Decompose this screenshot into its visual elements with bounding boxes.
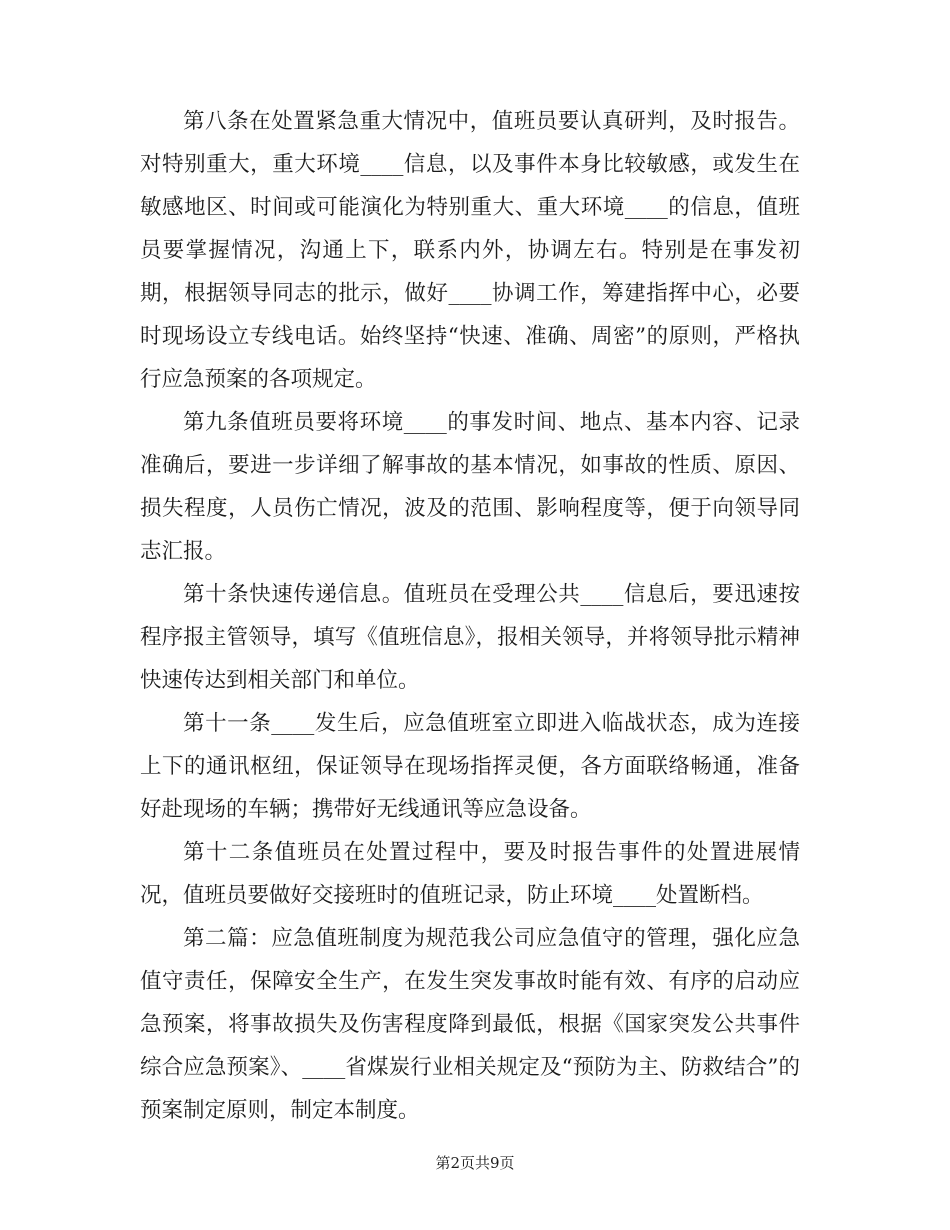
paragraph-article-12: 第十二条值班员在处置过程中，要及时报告事件的处置进展情况，值班员要做好交接班时的值班记录，防止环境____处置断档。 — [140, 840, 800, 908]
paragraph-article-10: 第十条快速传递信息。值班员在受理公共____信息后，要迅速按程序报主管领导，填写《值班信息》，报相关领导，并将领导批示精神快速传达到相关部门和单位。 — [140, 582, 800, 693]
page-number: 第2页共9页 — [435, 1154, 515, 1172]
document-body — [140, 100, 800, 1132]
paragraph-article-9: 第九条值班员要将环境____的事发时间、地点、基本内容、记录准确后，要进一步详细了解事故的基本情况，如事故的性质、原因、损失程度，人员伤亡情况，波及的范围、影响程度等，便于向领导同志汇报。 — [140, 410, 800, 564]
paragraph-article-11: 第十一条____发生后，应急值班室立即进入临战状态，成为连接上下的通讯枢纽，保证领导在现场指挥灵便，各方面联络畅通，准备好赴现场的车辆；携带好无线通讯等应急设备。 — [140, 711, 800, 822]
paragraph-part-two: 第二篇：应急值班制度为规范我公司应急值守的管理，强化应急值守责任，保障安全生产，在发生突发事故时能有效、有序的启动应急预案，将事故损失及伤害程度降到最低，根据《国家突发公共事件综合应急预案》、____省煤炭行业相关规定及“预防为主、防救结合”的预案制定原则，制定本制度。 — [140, 926, 800, 1123]
paragraph-article-8: 第八条在处置紧急重大情况中，值班员要认真研判，及时报告。对特别重大，重大环境____信息，以及事件本身比较敏感，或发生在敏感地区、时间或可能演化为特别重大、重大环境____的信息，值班员要掌握情况，沟通上下，联系内外，协调左右。特别是在事发初期，根据领导同志的批示，做好____协调工作，筹建指挥中心，必要时现场设立专线电话。始终坚持“快速、准确、周密”的原则，严格执行应急预案的各项规定。 — [140, 109, 800, 392]
